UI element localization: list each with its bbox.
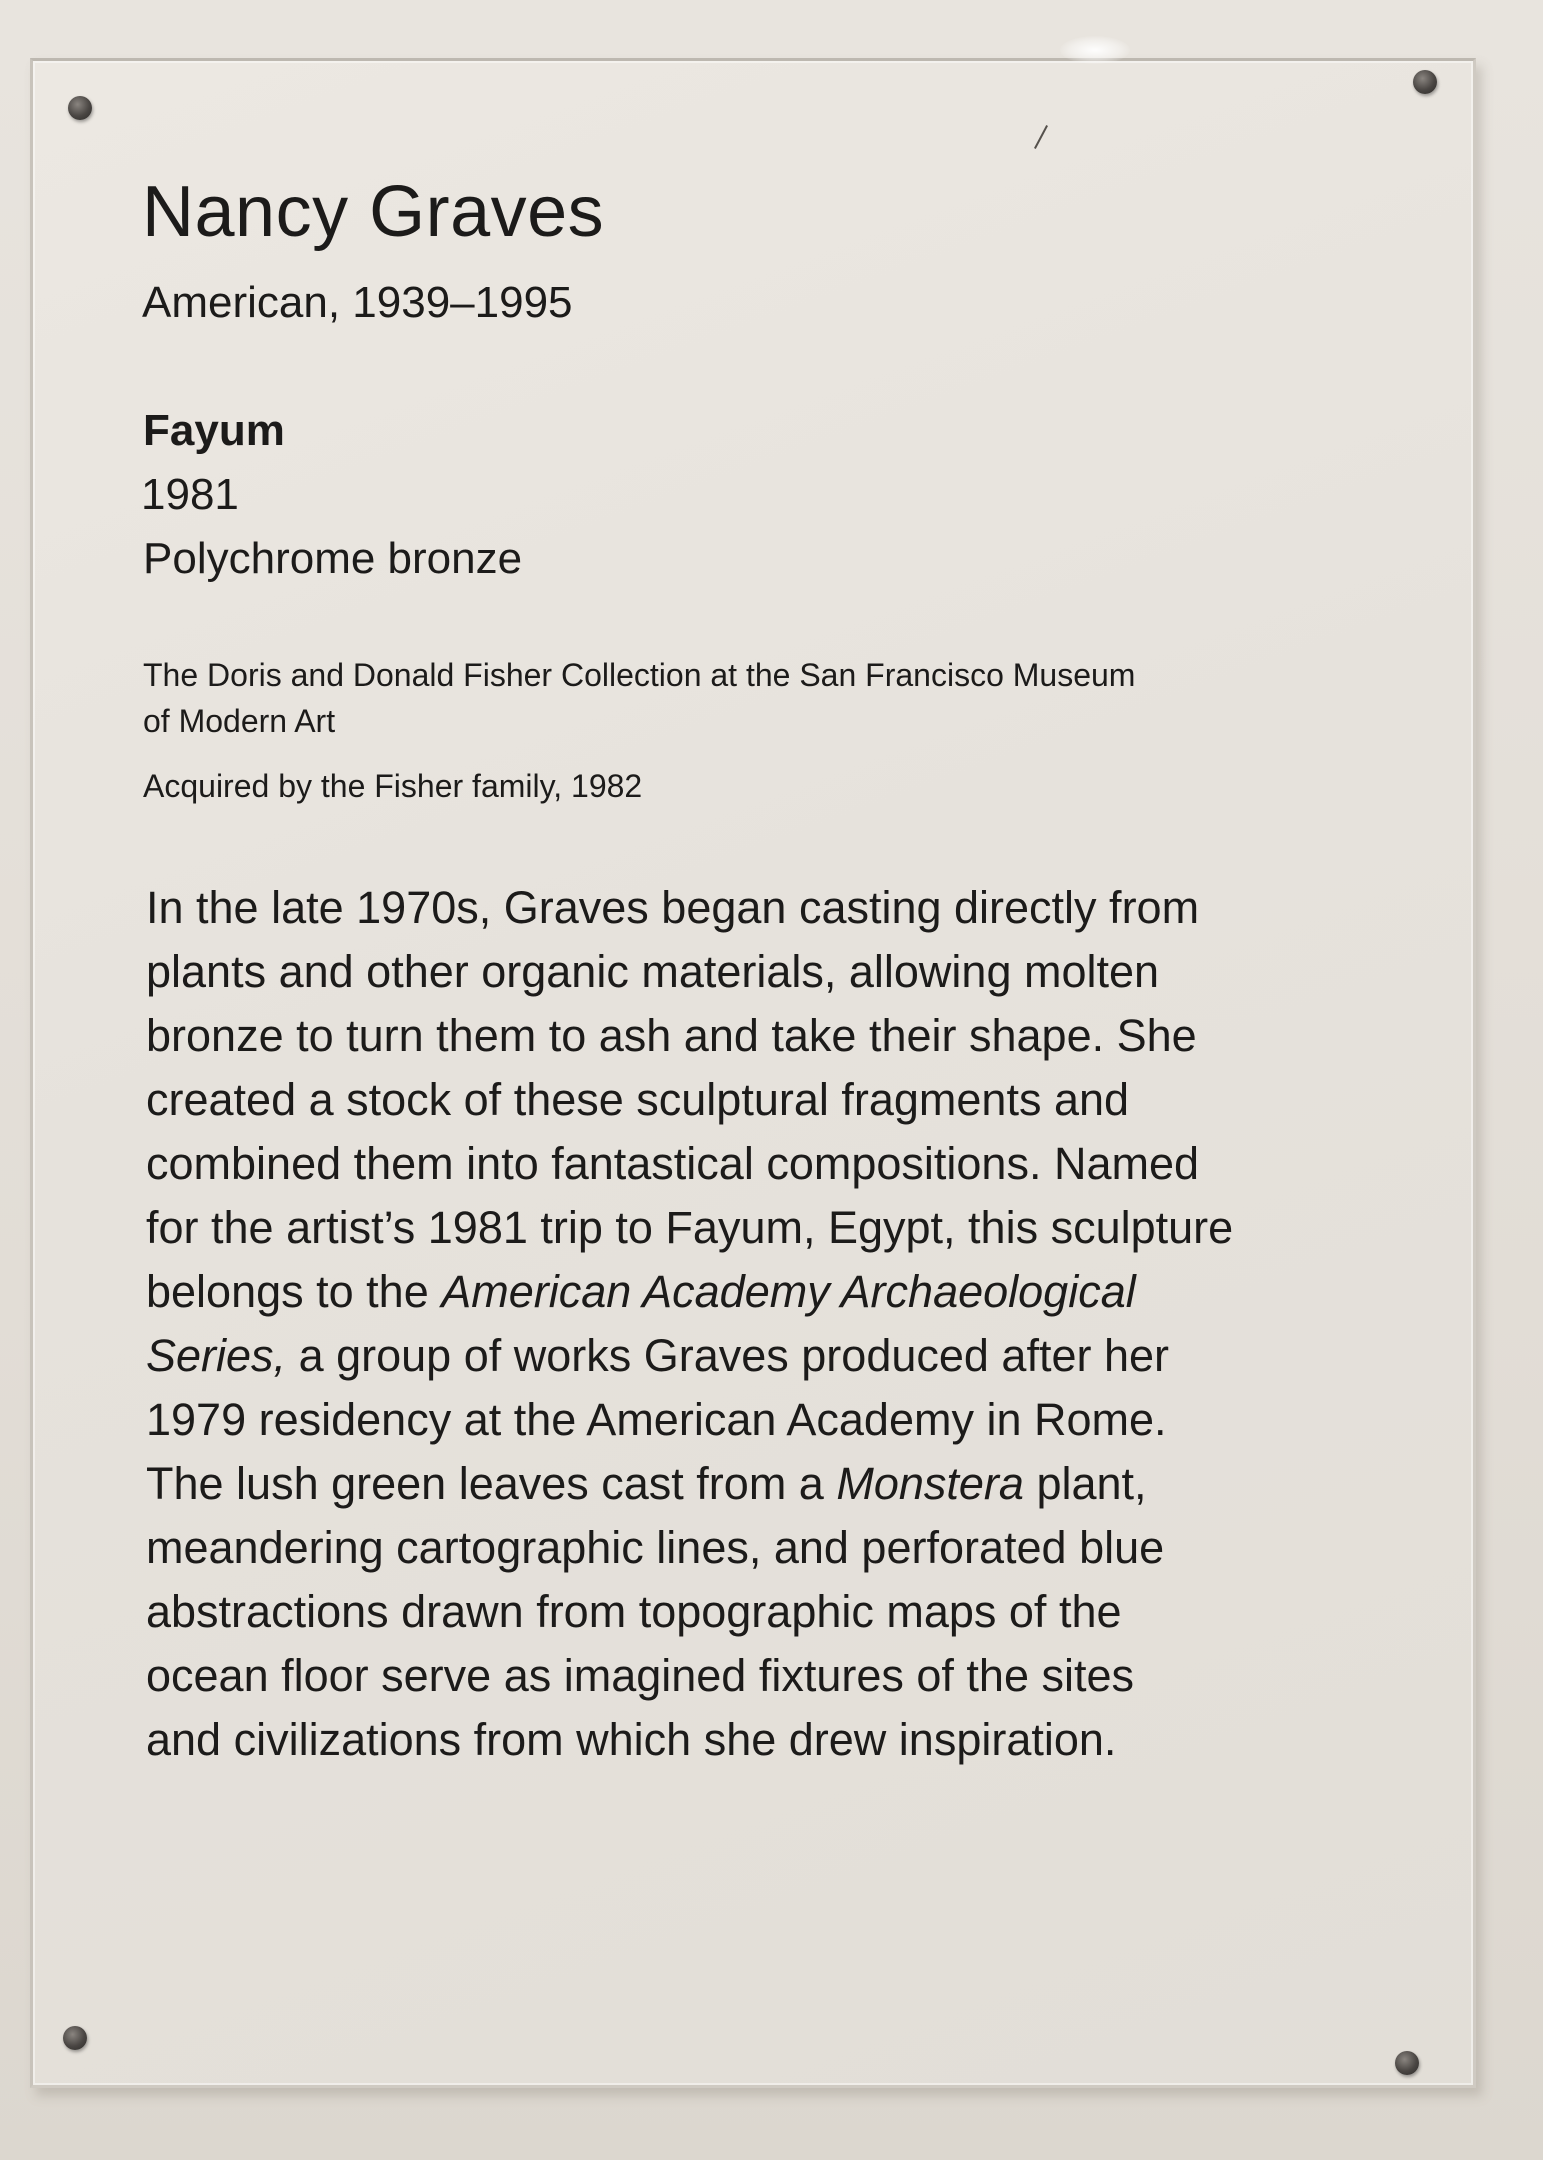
credit-line-2: of Modern Art bbox=[143, 703, 336, 739]
standoff-bolt-icon bbox=[1413, 70, 1437, 94]
description-line bbox=[146, 1324, 1376, 1388]
work-year: 1981 bbox=[141, 470, 239, 519]
description-line: and civilizations from which she drew inspiration. bbox=[146, 1714, 1117, 1765]
acquisition-line: Acquired by the Fisher family, 1982 bbox=[143, 768, 643, 804]
description-line: created a stock of these sculptural fragments and bbox=[146, 1074, 1130, 1125]
light-glare bbox=[1060, 36, 1130, 64]
description-line bbox=[146, 1260, 1376, 1324]
standoff-bolt-icon bbox=[68, 96, 92, 120]
plant-name-italic: Monstera bbox=[836, 1458, 1024, 1509]
artist-name: Nancy Graves bbox=[142, 172, 605, 252]
credit-line bbox=[143, 652, 1135, 744]
description-text: The lush green leaves cast from a bbox=[146, 1458, 837, 1509]
description-line: for the artist’s 1981 trip to Fayum, Egypt, this sculpture bbox=[146, 1202, 1234, 1253]
description-text: belongs to the bbox=[146, 1266, 442, 1317]
description-paragraph bbox=[146, 876, 1376, 1772]
description-text: plant, bbox=[1023, 1458, 1147, 1509]
series-title-italic: Series, bbox=[146, 1330, 287, 1381]
description-line: abstractions drawn from topographic maps of the bbox=[146, 1586, 1122, 1637]
description-text: a group of works Graves produced after her bbox=[286, 1330, 1170, 1381]
description-line: 1979 residency at the American Academy in Rome. bbox=[146, 1394, 1167, 1445]
credit-line-1: The Doris and Donald Fisher Collection at the San Francisco Museum bbox=[143, 657, 1136, 693]
description-line: plants and other organic materials, allowing molten bbox=[146, 946, 1160, 997]
description-line: In the late 1970s, Graves began casting directly from bbox=[146, 882, 1200, 933]
description-line: ocean floor serve as imagined fixtures of the sites bbox=[146, 1650, 1135, 1701]
standoff-bolt-icon bbox=[1395, 2051, 1419, 2075]
work-title: Fayum bbox=[143, 406, 285, 455]
work-medium: Polychrome bronze bbox=[143, 534, 523, 583]
description-line bbox=[146, 1452, 1376, 1516]
standoff-bolt-icon bbox=[63, 2026, 87, 2050]
series-title-italic: American Academy Archaeological bbox=[441, 1266, 1136, 1317]
artist-nationality-dates: American, 1939–1995 bbox=[142, 278, 573, 327]
description-line: bronze to turn them to ash and take their shape. She bbox=[146, 1010, 1197, 1061]
description-line: combined them into fantastical compositions. Named bbox=[146, 1138, 1200, 1189]
description-line: meandering cartographic lines, and perforated blue bbox=[146, 1522, 1165, 1573]
